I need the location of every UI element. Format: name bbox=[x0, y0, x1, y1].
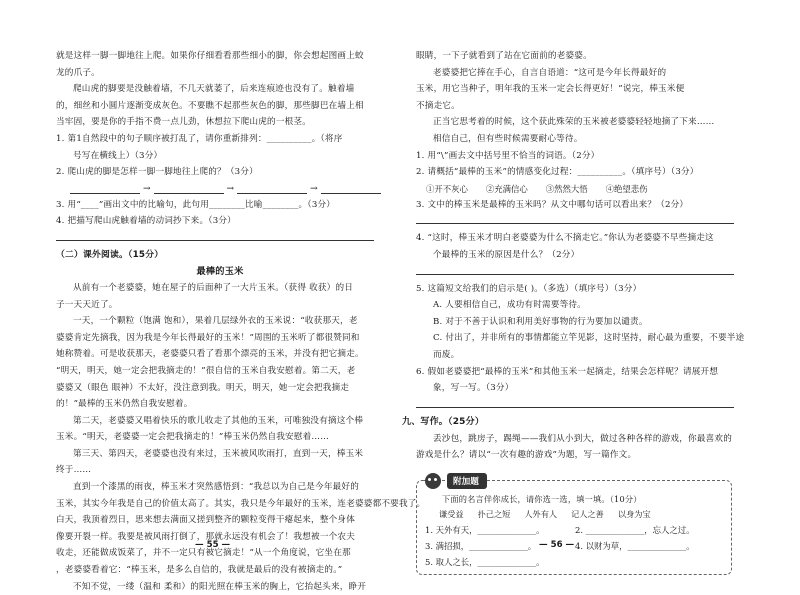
answer-line[interactable] bbox=[416, 223, 734, 224]
answer-line[interactable] bbox=[416, 274, 734, 275]
option[interactable]: ④绝望悲伤 bbox=[605, 183, 648, 194]
climb-steps-chain bbox=[56, 181, 384, 197]
question-1: 1. 用“\”画去文中括号里不恰当的词语。（2分） bbox=[416, 150, 600, 161]
story-line: 不知不觉，一缕（温和 柔和）的阳光照在棒玉米的胸上，它抬起头来，睁开 bbox=[73, 581, 367, 592]
story-line: 直到一个漆黑的雨夜，棒玉米才突然感悟到：“我总以为自己是今年最好的 bbox=[73, 482, 359, 493]
arrow-right-icon: → bbox=[143, 183, 151, 194]
question-6-cont: 象，写一写。（3分） bbox=[433, 383, 514, 394]
page-number: — 56 — bbox=[539, 540, 575, 550]
story-line: 一天，一个颗粒（饱满 饱和），果着几层绿外衣的玉米说：“收获那天，老 bbox=[73, 316, 358, 327]
story-line: 不摘走它。 bbox=[416, 100, 460, 111]
question-6: 6. 假如老婆婆把“最棒的玉米”和其他玉米一起摘走，结果会怎样呢？请展开想 bbox=[416, 366, 719, 377]
story-line: 眼睛，一下子就看到了站在它面前的老婆婆。 bbox=[416, 51, 592, 61]
passage-line: 就是这样一脚一脚地往上爬。如果你仔细看看那些细小的脚，你会想起图画上蛟 bbox=[56, 51, 364, 61]
story-line: 第三天、第四天，老婆婆也没有来过，玉米被风吹雨打，直到一天，棒玉米 bbox=[73, 448, 364, 459]
answer-blank[interactable] bbox=[154, 183, 224, 194]
proverb-choice[interactable]: 以身为宝 bbox=[617, 509, 651, 520]
question-4: 4. 把描写爬山虎触着墙的动词抄下来。（3分） bbox=[56, 216, 236, 227]
story-line: 相信自己，但有些时候需要耐心等待。 bbox=[433, 133, 583, 144]
story-line: 老婆婆把它捧在手心，自言自语道：“这可是今年长得最好的 bbox=[433, 67, 667, 78]
story-line: 玉米，其实今年我是自己的价值太高了。其实，我只是今年最好的玉米，连老婆婆都不要我了。 bbox=[56, 498, 426, 509]
option[interactable]: ①开不灰心 bbox=[426, 183, 468, 194]
story-line: 婆婆肯定先摘我，因为我是今年长得最好的玉米！”周围的玉米听了都很赞同和 bbox=[56, 332, 360, 343]
story-line: 玉米，用它当种子，明年我的玉米一定会长得更好！”说完，棒玉米便 bbox=[416, 84, 685, 95]
story-line: 像要开裂一样。我要是被风雨打倒了，那就永远没有机会了！我想被一个农夫 bbox=[56, 531, 355, 542]
story-title: 最棒的玉米 bbox=[196, 265, 244, 277]
question-2: 2. 爬山虎的脚是怎样一脚一脚地往上爬的？（3分） bbox=[56, 167, 258, 178]
story-line: 她称赞着。可是收获那天，老婆婆只看了看那个漂亮的玉米，并没有把它摘走。 bbox=[56, 349, 364, 360]
option[interactable]: ③然然大悟 bbox=[545, 183, 588, 194]
question-4: 4. “这时，棒玉米才明白老婆婆为什么不摘走它。”你认为老婆婆不早些摘走这 bbox=[416, 233, 714, 244]
story-line: 收走，还能做成饭菜了，并不一定只有被它摘走！”从一个角度说，它坐在那 bbox=[56, 548, 351, 559]
proverb-choice[interactable]: 谦受益 bbox=[439, 509, 464, 520]
proverb-choices bbox=[425, 507, 723, 522]
story-line: 的！”最棒的玉米仍然自我安慰着。 bbox=[56, 399, 193, 410]
story-line: “明天，明天，她一定会把我摘走的！”很自信的玉米自我安慰着。第二天，老 bbox=[56, 365, 356, 376]
passage-line: 爬山虎的脚要是没触着墙，不几天就萎了，后来连痕迹也没有了。触着墙 bbox=[73, 84, 355, 95]
passage-line: 龙的爪子。 bbox=[56, 67, 100, 78]
fill-item[interactable]: 4. 以财为草，______________。 bbox=[575, 541, 695, 552]
bonus-header bbox=[425, 473, 723, 489]
arrow-right-icon: → bbox=[226, 183, 235, 194]
question-3: 3. 文中的棒玉米是最棒的玉米吗？从文中哪句话可以看出来？（2分） bbox=[416, 199, 689, 210]
story-line: 终于…… bbox=[56, 465, 92, 476]
question-3: 3. 用“____”画出文中的比喻句，此句用________比喻________。（3分） bbox=[56, 199, 336, 210]
fill-item[interactable]: 5. 取人之长，______________。 bbox=[425, 557, 545, 568]
option[interactable]: ②充满信心 bbox=[485, 183, 528, 194]
story-line: 第二天，老婆婆又唱着快乐的歌儿收走了其他的玉米，可唯独没有摘这个棒 bbox=[73, 415, 364, 426]
answer-line[interactable] bbox=[56, 240, 374, 241]
writing-prompt: 游戏是什么？请以“一次有趣的游戏”为题，写一篇作文。 bbox=[416, 450, 637, 461]
arrow-right-icon: → bbox=[310, 183, 318, 194]
answer-blank[interactable] bbox=[237, 183, 307, 194]
answer-line[interactable] bbox=[416, 407, 734, 408]
writing-prompt: 丢沙包，跳房子，踢绳——我们从小到大，做过各种各样的游戏，你最喜欢的 bbox=[433, 433, 732, 444]
proverb-choice[interactable]: 人外有人 bbox=[524, 509, 558, 520]
option[interactable]: B. 对于不善于认识和利用美好事物的行为要加以谴责。 bbox=[433, 316, 648, 327]
passage-line: 当牢固，要是你的手指不费一点儿劲，休想拉下爬山虎的一根茎。 bbox=[56, 117, 312, 128]
question-1: 1. 第1自然段中的句子顺序被打乱了，请你重新排列：__________。（将序 bbox=[56, 133, 343, 144]
story-line: 子一天天近了。 bbox=[56, 299, 118, 310]
option[interactable]: A. 人要相信自己，成功有时需要等待。 bbox=[433, 300, 586, 311]
page-number: — 55 — bbox=[195, 540, 231, 550]
answer-blank[interactable] bbox=[321, 183, 381, 194]
option[interactable]: C. 付出了，并非所有的事情都能立竿见影，这时坚持，耐心最为重要，不要半途 bbox=[433, 333, 745, 344]
story-line: 从前有一个老婆婆，她在屋子的后面种了一大片玉米。（获得 收获）的日 bbox=[73, 282, 354, 293]
section-heading: 九、写作。（25分） bbox=[402, 416, 485, 427]
option-cont: 而废。 bbox=[433, 349, 460, 360]
fill-item[interactable]: 1. 天外有天，______________。 bbox=[425, 525, 545, 536]
question-1-cont: 号写在横线上）（3分） bbox=[73, 150, 163, 161]
question-2-options bbox=[416, 181, 754, 197]
fill-item[interactable]: 2. ______________，忘人之过。 bbox=[575, 525, 695, 536]
story-line: ，老婆婆看着它：“棒玉米，是多么自信的，我就是最后的没有被摘走的。” bbox=[56, 565, 343, 576]
story-line: 白天，我顶着烈日，思来想去满面又搓到整齐的颗粒变得干瘪起来，整个身体 bbox=[56, 515, 355, 526]
question-2: 2. 请概括“最棒的玉米”的情感变化过程：__________。（填序号）（3分） bbox=[416, 167, 699, 178]
bonus-label: 附加题 bbox=[447, 473, 487, 489]
mascot-icon bbox=[425, 473, 441, 489]
question-4-cont: 个最棒的玉米的原因是什么？（2分） bbox=[433, 249, 580, 260]
proverb-choice[interactable]: 扑己之短 bbox=[477, 509, 511, 520]
fill-item[interactable]: 3. 满招损，______________。 bbox=[425, 541, 537, 552]
section-heading: （二）课外阅读。（15分） bbox=[56, 249, 164, 260]
bonus-box bbox=[416, 476, 732, 576]
answer-blank[interactable] bbox=[70, 183, 140, 194]
question-5: 5. 这篇短文给我们的启示是( )。（多选）（填序号）（3分） bbox=[416, 283, 642, 294]
right-page bbox=[400, 0, 800, 568]
proverb-choice[interactable]: 记人之善 bbox=[571, 509, 604, 520]
story-line: 婆婆又（眼色 眼神）不太好，没注意到我。明天，明天，她一定会把我摘走 bbox=[56, 382, 350, 393]
story-line: 正当它思考着的时候，这个获此殊荣的玉米被老婆婆轻轻地摘了下来…… bbox=[433, 117, 715, 128]
passage-line: 的，细丝和小圆片逐渐变成灰色。不要瞧不起那些灰色的脚，那些脚巴在墙上相 bbox=[56, 100, 364, 111]
story-line: 玉米。“明天，老婆婆一定会把我摘走的！”棒玉米仍然自我安慰着…… bbox=[56, 432, 330, 443]
bonus-intro: 下面的名言伴你成长，请你选一选，填一填。（10分） bbox=[442, 493, 642, 504]
